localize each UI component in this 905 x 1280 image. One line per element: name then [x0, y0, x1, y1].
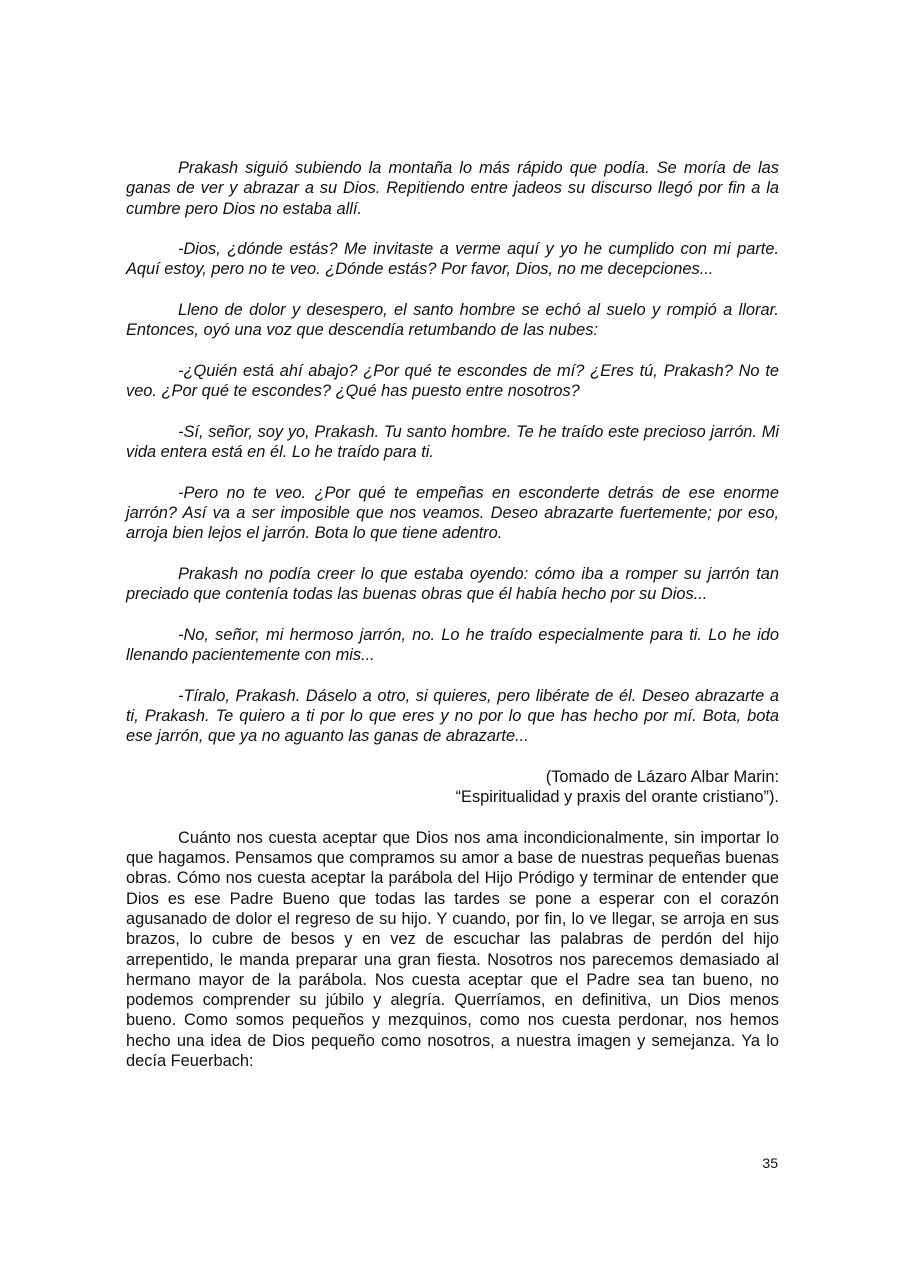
- story-paragraph: -Tíralo, Prakash. Dáselo a otro, si quieres, pero libérate de él. Deseo abrazarte a ti, Prakash. Te quiero a ti por lo que eres y no por lo que has hecho por mí. Bota, bota ese jarrón, que ya no aguanto las ganas de abrazarte...: [126, 686, 779, 746]
- source-citation: [126, 767, 779, 808]
- story-paragraph: -Dios, ¿dónde estás? Me invitaste a verme aquí y yo he cumplido con mi parte. Aquí estoy, pero no te veo. ¿Dónde estás? Por favor, Dios, no me decepciones...: [126, 240, 779, 279]
- story-paragraph: -No, señor, mi hermoso jarrón, no. Lo he traído especialmente para ti. Lo he ido llenando pacientemente con mis...: [126, 625, 779, 665]
- body-text: [126, 158, 779, 1092]
- story-paragraph: Prakash no podía creer lo que estaba oyendo: cómo iba a romper su jarrón tan preciado que contenía todas las buenas obras que él había hecho por su Dios...: [126, 564, 779, 604]
- story-paragraph: Lleno de dolor y desespero, el santo hombre se echó al suelo y rompió a llorar. Entonces, oyó una voz que descendía retumbando de las nubes:: [126, 301, 779, 340]
- story-paragraph: -¿Quién está ahí abajo? ¿Por qué te escondes de mí? ¿Eres tú, Prakash? No te veo. ¿Por qué te escondes? ¿Qué has puesto entre nosotros?: [126, 361, 779, 401]
- story-paragraph: Prakash siguió subiendo la montaña lo más rápido que podía. Se moría de las ganas de ver y abrazar a su Dios. Repitiendo entre jadeos su discurso llegó por fin a la cumbre pero Dios no estaba allí.: [126, 159, 779, 218]
- page-number: 35: [762, 1155, 778, 1171]
- commentary-paragraph: Cuánto nos cuesta aceptar que Dios nos ama incondicionalmente, sin importar lo que hagamos. Pensamos que compramos su amor a base de nuestras pequeñas buenas obras. Cómo nos cuesta aceptar la parábola del Hijo Pródigo y terminar de entender que Dios es ese Padre Bueno que todas las tardes se pone a esperar con el corazón agusanado de dolor el regreso de su hijo. Y cuando, por fin, lo ve llegar, se arroja en sus brazos, lo cubre de besos y en vez de escuchar las palabras de perdón del hijo arrepentido, le manda preparar una gran fiesta. Nosotros nos parecemos demasiado al hermano mayor de la parábola. Nos cuesta aceptar que el Padre sea tan bueno, no podemos comprender su júbilo y alegría. Querríamos, en definitiva, un Dios menos bueno. Como somos pequeños y mezquinos, como nos cuesta perdonar, nos hemos hecho una idea de Dios pequeño como nosotros, a nuestra imagen y semejanza. Ya lo decía Feuerbach:: [126, 828, 779, 1071]
- story-paragraph: -Sí, señor, soy yo, Prakash. Tu santo hombre. Te he traído este precioso jarrón. Mi vida entera está en él. Lo he traído para ti.: [126, 422, 779, 462]
- story-paragraph: -Pero no te veo. ¿Por qué te empeñas en esconderte detrás de ese enorme jarrón? Así va a ser imposible que nos veamos. Deseo abrazarte fuertemente; por eso, arroja bien lejos el jarrón. Bota lo que tiene adentro.: [126, 483, 779, 543]
- citation-line: “Espiritualidad y praxis del orante cristiano”).: [455, 788, 779, 807]
- citation-line: (Tomado de Lázaro Albar Marin:: [545, 767, 779, 786]
